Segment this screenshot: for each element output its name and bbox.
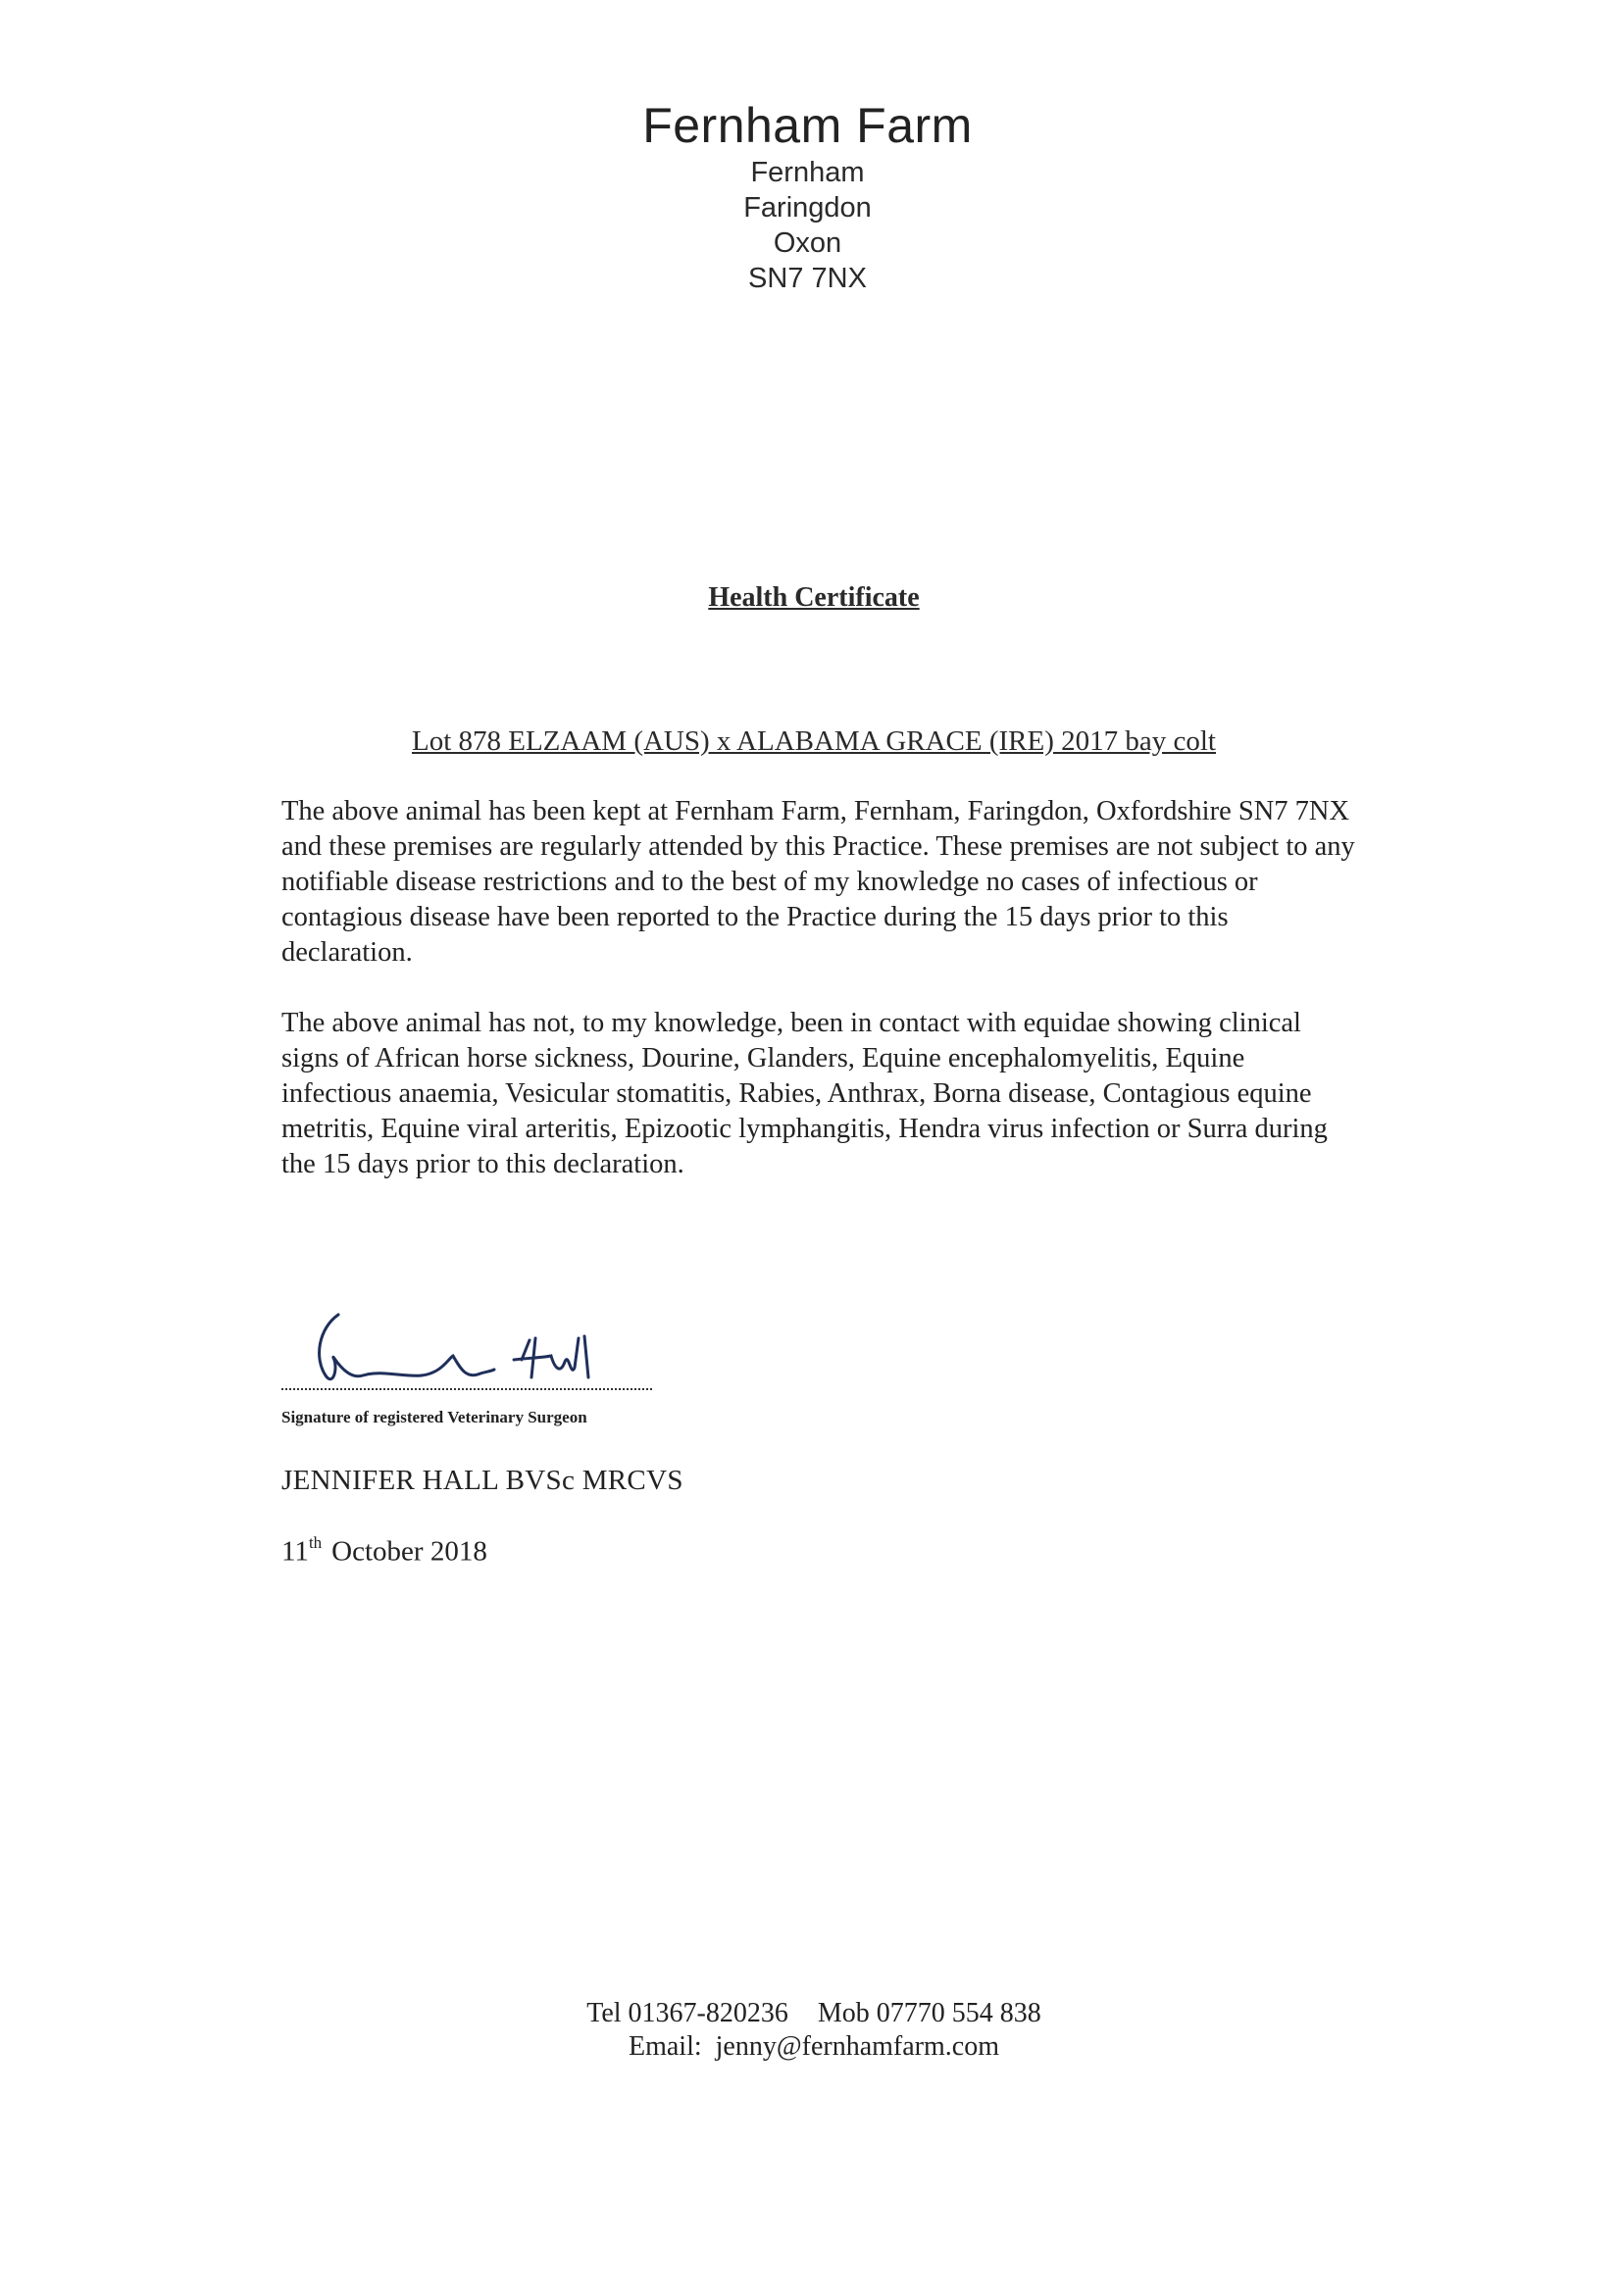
signature-line — [281, 1388, 652, 1390]
paragraph-contact-declaration: The above animal has not, to my knowledge, been in contact with equidae showing clinical signs of African horse sickness, Dourine, Glanders, Equine encephalomyelitis, Equine infectious anaemia, Vesicular stomatitis, Rabies, Anthrax, Borna disease, Contagious equine metritis, Equine viral arteritis, Epizootic lymphangitis, Hendra virus infection or Surra during the 15 days prior to this declaration. — [281, 1008, 1328, 1179]
date-day: 11 — [281, 1535, 309, 1568]
address-line-2: Faringdon — [743, 192, 872, 224]
address-line-1: Fernham — [750, 157, 865, 188]
mobile: Mob 07770 554 838 — [817, 1998, 1041, 2028]
paragraph-premises: The above animal has been kept at Fernham Farm, Fernham, Faringdon, Oxfordshire SN7 7NX and these premises are regularly attended by this Practice. These premises are not subject to any notifiable disease restrictions and to the best of my knowledge no cases of infectious or contagious disease have been reported to the Practice during the 15 days prior to this declaration. — [281, 796, 1355, 968]
address-postcode: SN7 7NX — [748, 263, 867, 294]
contact-email-line — [0, 2031, 1615, 2063]
date-suffix: th — [308, 1533, 323, 1552]
signature-image — [294, 1299, 667, 1397]
email-address: jenny@fernhamfarm.com — [715, 2031, 999, 2062]
certificate-date — [281, 1535, 487, 1569]
signature-caption: Signature of registered Veterinary Surgeon — [281, 1408, 587, 1426]
veterinary-surgeon-name: JENNIFER HALL BVSc MRCVS — [281, 1465, 683, 1496]
lot-line: Lot 878 ELZAAM (AUS) x ALABAMA GRACE (IRE) 2017 bay colt — [411, 725, 1216, 757]
telephone: Tel 01367-820236 — [586, 1998, 788, 2028]
email-label: Email: — [629, 2031, 702, 2062]
address-line-3: Oxon — [773, 227, 842, 259]
certificate-title: Health Certificate — [708, 582, 920, 613]
farm-name: Fernham Farm — [642, 98, 973, 153]
contact-phone-line — [0, 1998, 1615, 2029]
date-month-year: October 2018 — [331, 1535, 487, 1568]
letterhead — [0, 96, 1615, 296]
